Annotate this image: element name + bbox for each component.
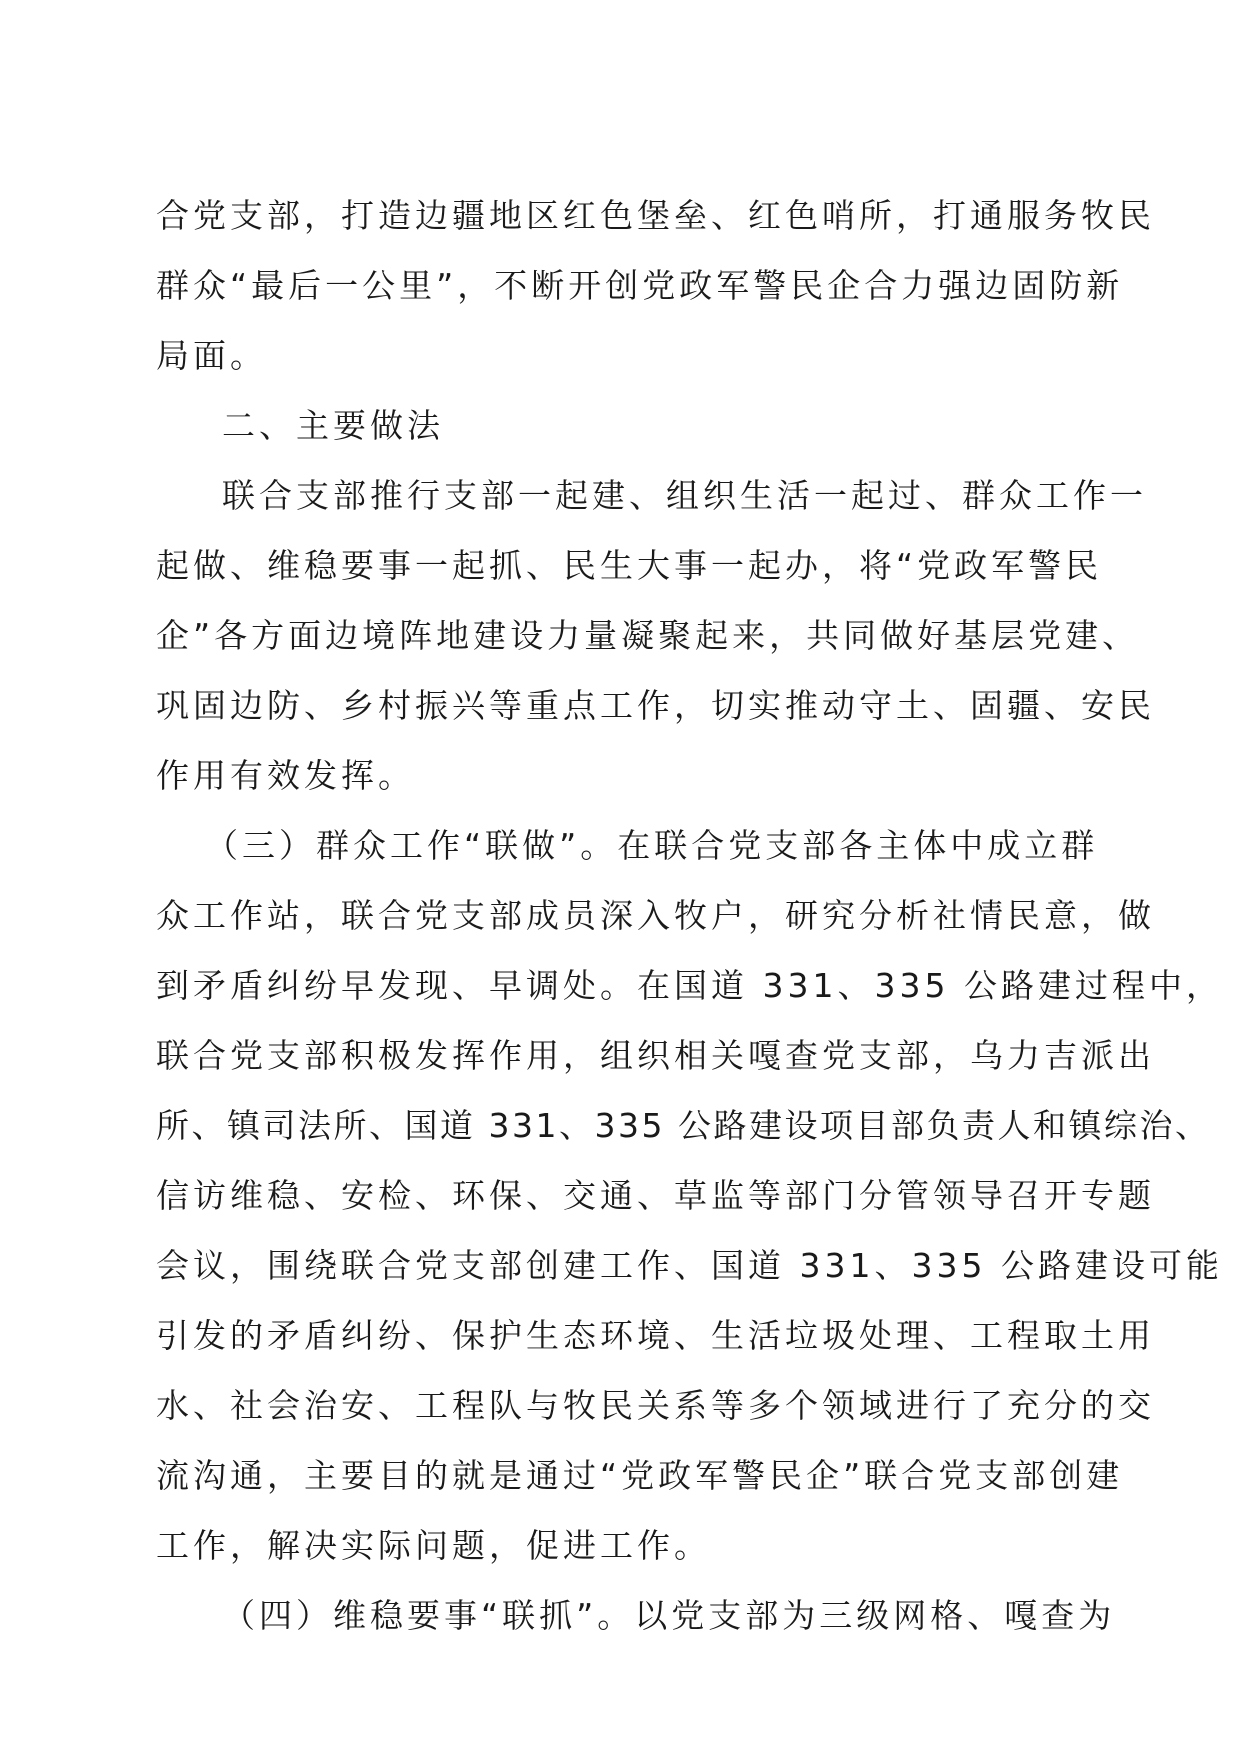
text-line: 会议，围绕联合党支部创建工作、国道 331、335 公路建设可能 xyxy=(156,1246,1223,1285)
subsection-heading: （四）维稳要事“联抓”。以党支部为三级网格、嘎查为 xyxy=(222,1596,1116,1635)
text-line: 流沟通，主要目的就是通过“党政军警民企”联合党支部创建 xyxy=(156,1456,1124,1495)
text-line: 引发的矛盾纠纷、保护生态环境、生活垃圾处理、工程取土用 xyxy=(156,1316,1155,1355)
text-line: 群众“最后一公里”，不断开创党政军警民企合力强边固防新 xyxy=(156,266,1124,305)
text-line: 起做、维稳要事一起抓、民生大事一起办，将“党政军警民 xyxy=(156,546,1103,585)
text-line: 巩固边防、乡村振兴等重点工作，切实推动守土、固疆、安民 xyxy=(156,686,1155,725)
text-line: 企”各方面边境阵地建设力量凝聚起来，共同做好基层党建、 xyxy=(156,616,1140,655)
text-line: 水、社会治安、工程队与牧民关系等多个领域进行了充分的交 xyxy=(156,1386,1155,1425)
text-line: 所、镇司法所、国道 331、335 公路建设项目部负责人和镇综治、 xyxy=(156,1106,1211,1145)
text-line: 信访维稳、安检、环保、交通、草监等部门分管领导召开专题 xyxy=(156,1176,1155,1215)
subsection-heading: （三）群众工作“联做”。在联合党支部各主体中成立群 xyxy=(205,826,1099,865)
text-line: 众工作站，联合党支部成员深入牧户，研究分析社情民意，做 xyxy=(156,896,1155,935)
text-line: 作用有效发挥。 xyxy=(156,756,415,795)
text-line: 局面。 xyxy=(156,336,267,375)
text-line: 到矛盾纠纷早发现、早调处。在国道 331、335 公路建过程中， xyxy=(156,966,1223,1005)
text-line: 联合支部推行支部一起建、组织生活一起过、群众工作一 xyxy=(222,476,1147,515)
section-heading: 二、主要做法 xyxy=(222,406,444,445)
text-line: 合党支部，打造边疆地区红色堡垒、红色哨所，打通服务牧民 xyxy=(156,196,1155,235)
text-line: 联合党支部积极发挥作用，组织相关嘎查党支部，乌力吉派出 xyxy=(156,1036,1155,1075)
text-line: 工作，解决实际问题，促进工作。 xyxy=(156,1526,711,1565)
